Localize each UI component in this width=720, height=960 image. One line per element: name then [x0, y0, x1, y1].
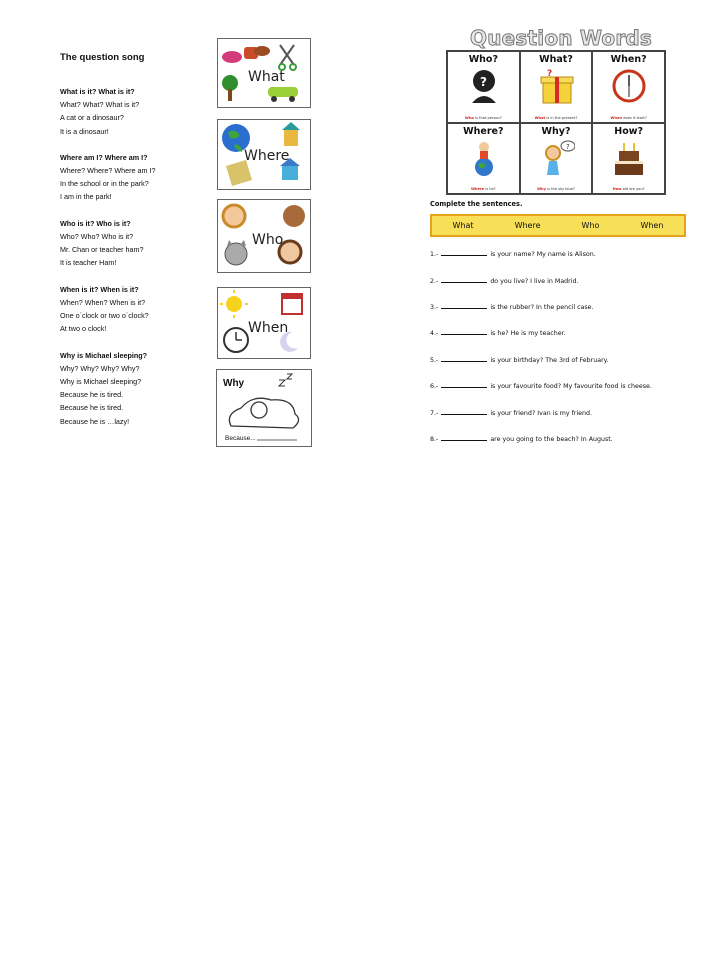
stanza-line: One o´clock or two o´clock? [60, 310, 149, 320]
stanza-line: Because he is …lazy! [60, 416, 130, 426]
sentence-number: 4.- [430, 330, 439, 337]
stanza-line: Because he is tired. [60, 390, 124, 400]
song-title: The question song [60, 52, 145, 63]
picture-word: Who [252, 232, 284, 248]
sentence-text: is your birthday? The 3rd of February. [490, 357, 609, 364]
word-bank-item: What [452, 221, 474, 230]
answer-blank[interactable] [441, 255, 487, 256]
birthday-cake-icon [611, 139, 647, 177]
question-example: Why is the sky blue? [537, 187, 575, 191]
silhouette-icon [466, 67, 502, 105]
question-example: What is in the present? [534, 115, 578, 120]
sentence-text: are you going to the beach? In August. [490, 436, 613, 443]
sentence-number: 8.- [430, 436, 439, 443]
stanza-line: In the school or in the park? [60, 179, 149, 189]
sentence-number: 5.- [430, 357, 439, 364]
question-words-title: Question Words [470, 26, 653, 50]
question-words-grid [446, 50, 666, 195]
who-picture [217, 199, 311, 273]
stanza-line: Mr. Chan or teacher ham? [60, 245, 144, 255]
sentence-text: is your name? My name is Alison. [490, 251, 596, 258]
what-picture [217, 38, 311, 108]
sentence-text: is your friend? Ivan is my friend. [490, 410, 593, 417]
stanza [60, 283, 210, 336]
stanza-heading: What is it? What is it? [60, 87, 135, 96]
question-example: When does it start? [610, 115, 647, 120]
exercise-sentence [430, 357, 609, 364]
sentence-number: 2.- [430, 278, 439, 285]
stanza-line: What? What? What is it? [60, 100, 140, 109]
stanza [60, 217, 210, 270]
why-picture [216, 369, 312, 447]
sentence-text: is he? He is my teacher. [490, 330, 566, 337]
stanza [60, 151, 210, 204]
stanza-heading: When is it? When is it? [60, 284, 139, 294]
exercise-sentence [430, 436, 613, 443]
stanza-heading: Why is Michael sleeping? [60, 350, 148, 360]
picture-word: When [248, 320, 289, 336]
answer-blank[interactable] [441, 282, 487, 283]
question-word: What? [539, 54, 573, 65]
stanza [60, 349, 210, 428]
question-cell [592, 51, 665, 123]
when-picture [217, 287, 311, 359]
who-collage-icon [218, 200, 310, 272]
gift-box-icon [539, 67, 575, 105]
answer-blank[interactable] [441, 334, 487, 335]
picture-caption: Because... [225, 435, 256, 442]
question-example: Where is he? [470, 187, 496, 191]
question-example: How old are you? [612, 187, 645, 191]
svg-text:?: ? [480, 75, 487, 89]
exercise-sentence [430, 410, 592, 417]
stanza-line: Who? Who? Who is it? [60, 231, 134, 241]
word-bank-item: Who [581, 221, 600, 230]
exercise-sentence [430, 330, 566, 337]
word-bank-item: Where [514, 221, 541, 230]
when-collage-icon [218, 288, 310, 358]
stanza-line: I am in the park! [60, 192, 112, 202]
sentence-text: is your favourite food? My favourite food is cheese. [490, 383, 652, 390]
sentence-number: 7.- [430, 410, 439, 417]
answer-blank[interactable] [441, 361, 487, 362]
question-word: Why? [541, 125, 571, 137]
answer-blank[interactable] [441, 308, 487, 309]
what-collage-icon [218, 39, 310, 107]
question-song [60, 52, 210, 441]
sentence-text: do you live? I live in Madrid. [490, 278, 579, 285]
question-cell [520, 51, 593, 123]
boy-on-globe-icon [466, 139, 502, 177]
sleeping-boy-icon [217, 370, 311, 446]
stanza-line: Why? Why? Why? Why? [60, 363, 140, 373]
answer-blank[interactable] [441, 414, 487, 415]
where-picture [217, 119, 311, 190]
question-word: Who? [468, 54, 498, 65]
stanza-line: Why is Michael sleeping? [60, 376, 142, 386]
stanza-line: When? When? When is it? [60, 297, 146, 307]
answer-blank[interactable] [441, 440, 487, 441]
question-example: Who is that person? [464, 115, 502, 120]
thinking-girl-icon [539, 139, 575, 177]
exercise-instruction: Complete the sentences. [430, 200, 523, 208]
question-cell [520, 123, 593, 195]
question-cell [447, 51, 520, 123]
word-bank-item: When [640, 221, 664, 230]
answer-blank[interactable] [441, 387, 487, 388]
sentence-number: 6.- [430, 383, 439, 390]
picture-word: What [248, 69, 285, 85]
question-word: When? [610, 54, 647, 65]
svg-text:?: ? [565, 142, 570, 151]
stanza-line: Because he is tired. [60, 403, 124, 413]
question-cell [592, 123, 665, 195]
stanza-heading: Where am I? Where am I? [60, 152, 148, 162]
svg-text:?: ? [546, 69, 552, 79]
exercise-sentence [430, 304, 594, 311]
clock-icon [611, 67, 647, 105]
question-cell [447, 123, 520, 195]
exercise-sentence [430, 383, 652, 390]
exercise-sentence [430, 251, 596, 258]
stanza-line: It is a dinosaur! [60, 126, 109, 136]
stanza-line: A cat or a dinosaur? [60, 113, 124, 123]
stanza-line: It is teacher Ham! [60, 258, 117, 268]
stanza [60, 85, 210, 138]
stanza-heading: Who is it? Who is it? [60, 218, 131, 228]
sentence-text: is the rubber? In the pencil case. [490, 304, 594, 311]
picture-word: Why [223, 378, 245, 389]
exercise-sentence [430, 278, 579, 285]
stanza-line: Where? Where? Where am I? [60, 165, 156, 175]
stanza-line: At two o clock! [60, 324, 107, 334]
word-bank [430, 214, 686, 237]
sentence-number: 3.- [430, 304, 439, 311]
picture-word: Where [244, 148, 290, 164]
question-word: Where? [463, 125, 504, 137]
sentence-number: 1.- [430, 251, 439, 258]
where-collage-icon [218, 120, 310, 189]
question-word: How? [614, 125, 644, 137]
